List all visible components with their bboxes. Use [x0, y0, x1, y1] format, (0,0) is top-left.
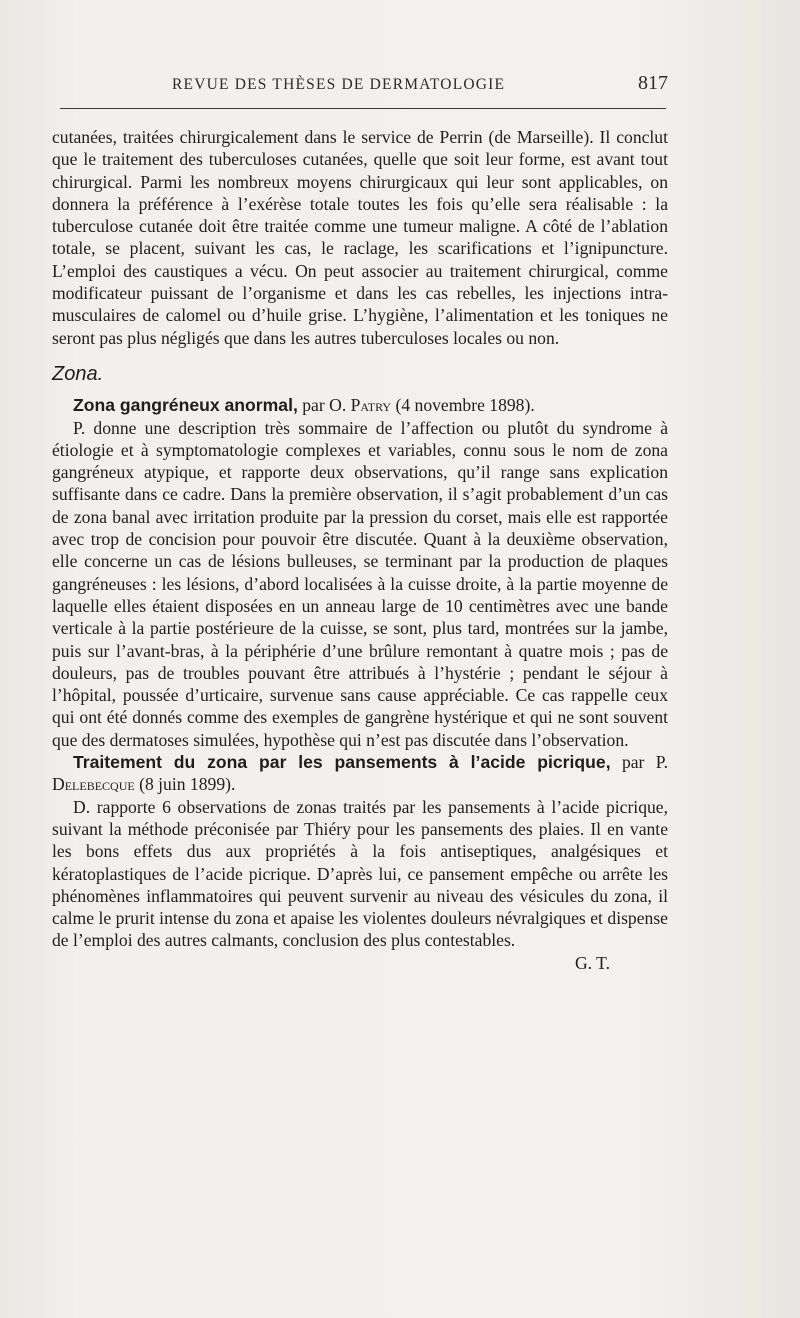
article-title: Zona gangréneux anormal,	[73, 395, 298, 416]
article-date: (8 juin 1899).	[134, 774, 236, 795]
article-heading	[52, 751, 668, 796]
section-heading: Zona.	[52, 362, 104, 385]
signature: G. T.	[574, 952, 610, 973]
article-title: Traitement du zona par les pansements à l’acide picrique,	[73, 752, 611, 773]
running-header	[60, 74, 668, 102]
body-text	[52, 126, 668, 974]
header-rule	[60, 108, 666, 109]
article-date: (4 novembre 1898).	[391, 395, 535, 416]
continued-paragraph: cutanées, traitées chirurgicalement dans le service de Perrin (de Marseille). Il conclut que le traitement des tuberculoses cutanées, quelle que soit leur forme, est avant tout chirurgical. Parmi les nombreux moyens chirurgicaux qui leur sont applicables, on donnera la préférence à l’exérèse totale toutes les fois qu’elle sera réalisable : la tuberculose cutanée doit être traitée comme une tumeur maligne. A côté de l’ablation totale, se placent, suivant les cas, le raclage, les scarifications et l’ignipuncture. L’emploi des caustiques a vécu. On peut associer au traitement chirurgical, comme modificateur puissant de l’organisme et dans les cas rebelles, les injections intra-musculaires de calomel ou d’huile grise. L’hygiène, l’alimentation et les toniques ne seront pas plus négligés que dans les autres tuberculoses locales ou non.	[52, 127, 668, 348]
article-author: Delebecque	[52, 774, 135, 795]
page-number: 817	[638, 72, 668, 94]
article-body: P. donne une description très sommaire de l’affection ou plutôt du syndrome à étiologie et à symptomatologie complexes et variables, connu sous le nom de zona gangréneux atypique, et rapporte deux observations, qu’il range sans explication suffisante dans ce cadre. Dans la première observation, il s’agit probablement d’un cas de zona banal avec irritation produite par la pression du corset, mais elle est rapportée avec trop de concision pour pouvoir être discutée. Quant à la deuxième observation, elle concerne un cas de lésions bulleuses, se terminant par la production de plaques gangréneuses : les lésions, d’abord localisées à la cuisse droite, à la partie moyenne de laquelle elles étaient disposées en un anneau large de 10 centimètres avec une bande verticale à la partie postérieure de la cuisse, se sont, plus tard, montrées sur la jambe, puis sur l’avant-bras, à la périphérie d’une brûlure remontant à quatre mois ; pas de douleurs, pas de troubles pouvant être attribués à l’hystérie ; pendant le séjour à l’hôpital, poussée d’urticaire, survenue sans cause appréciable. Ce cas rappelle ceux qui ont été donnés comme des exemples de gangrène hystérique et qui ne sont souvent que des dermatoses simulées, hypothèse qui n’est pas discutée dans l’observation.	[52, 417, 668, 750]
article-body: D. rapporte 6 observations de zonas traités par les pansements à l’acide picrique, suivant la méthode préconisée par Thiéry pour les pansements des plaies. Il en vante les bons effets dus aux propriétés à la fois antiseptiques, analgésiques et kératoplastiques de l’acide picrique. D’après lui, ce pansement empêche ou arrête les phénomènes inflammatoires qui peuvent survenir au niveau des vésicules du zona, il calme le prurit intense du zona et apaise les violentes douleurs névralgiques et dispense de l’emploi des autres calmants, conclusion des plus contestables.	[52, 796, 668, 951]
article-by: par O.	[297, 395, 351, 416]
running-title: REVUE DES THÈSES DE DERMATOLOGIE	[172, 76, 506, 93]
article-heading	[52, 394, 668, 416]
article-by: par P.	[621, 752, 668, 773]
article-author: Patry	[350, 395, 392, 416]
